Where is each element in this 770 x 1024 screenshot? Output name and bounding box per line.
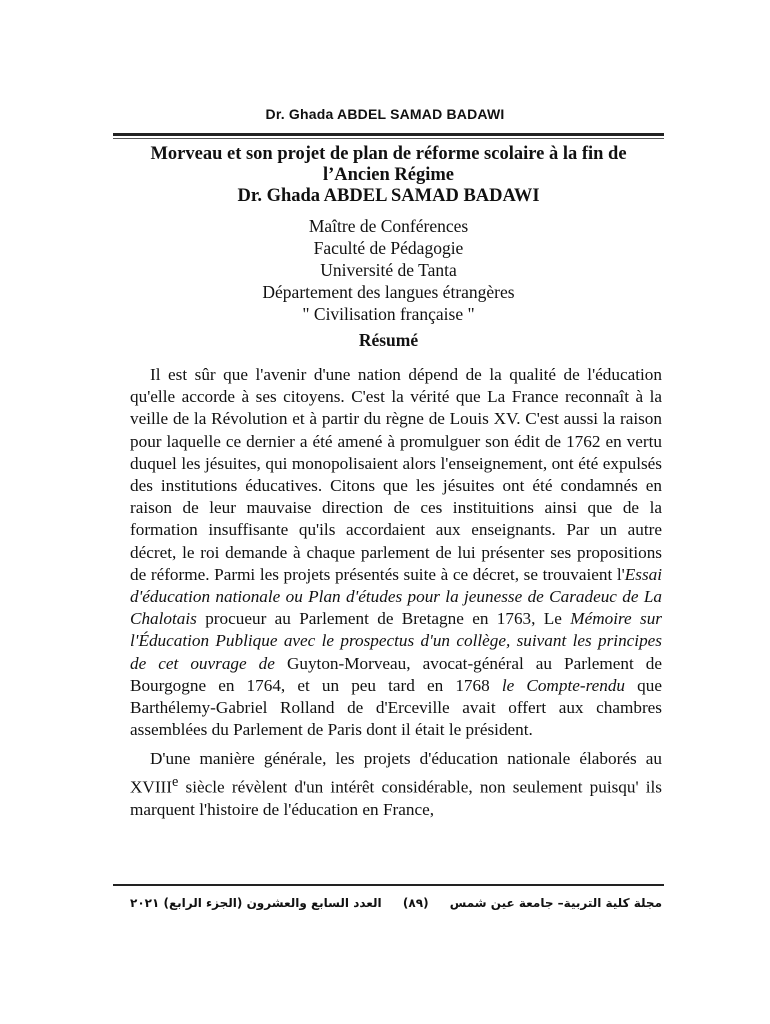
p1-text-4: que Barthélemy-Gabriel Rolland de d'Erceville avait offert aux chambres assemblées du Parlement de Paris dont il était le président. bbox=[130, 675, 662, 740]
footer-page-number: (٨٩) bbox=[402, 896, 429, 910]
paragraph-2 bbox=[130, 748, 662, 820]
title-line-1: Morveau et son projet de plan de réforme scolaire à la fin de bbox=[150, 144, 627, 164]
p2-text-1: D'une manière générale, les projets d'éducation nationale élaborés au XVIII bbox=[130, 749, 662, 797]
paragraph-1 bbox=[130, 364, 662, 741]
affiliation-department: Département des langues étrangères bbox=[262, 282, 515, 302]
p1-text-1: Il est sûr que l'avenir d'une nation dépend de la qualité de l'éducation qu'elle accorde à ses citoyens. C'est la vérité que La France reconnaît à la veille de la Révolution et à partir du règne de Louis XV. C'est aussi la raison pour laquelle ce dernier a été amené à promulguer son édit de 1762 en vertu duquel les jésuites, qui monopolisaient alors l'enseignement, ont été expulsés des institutions éducatives. Citons que les jésuites ont été condamnés en raison de leur mauvaise direction de ces instituitions ainsi que de la formation insuffisante qu'ils accordaient aux enseignants. Par un autre décret, le roi demande à chaque parlement de lui présenter ses propositions de réforme. Parmi les projets présentés suite à ce décret, se trouvaient l' bbox=[130, 365, 662, 584]
footer-journal: مجلة كلية التربية– جامعة عين شمس bbox=[449, 896, 662, 910]
resume-heading: Résumé bbox=[358, 330, 419, 350]
p1-italic-1: Essai d'éducation nationale ou Plan d'études pour la jeunesse de Caradeuc de La Chalotais bbox=[130, 564, 662, 629]
header-rule-thin bbox=[113, 138, 664, 139]
p1-italic-2: Mémoire sur l'Éducation Publique avec le prospectus d'un collège, suivant les principes de cet ouvrage de bbox=[130, 609, 662, 673]
p2-superscript: e bbox=[172, 773, 179, 790]
article-title bbox=[113, 144, 664, 207]
p2-text-2: siècle révèlent d'un intérêt considérable, non seulement puisqu' ils marquent l'histoire de l'éducation en France, bbox=[130, 777, 662, 819]
running-head: Dr. Ghada ABDEL SAMAD BADAWI bbox=[265, 106, 505, 122]
affiliation-faculty: Faculté de Pédagogie bbox=[313, 238, 464, 258]
footer-issue: العدد السابع والعشرون (الجزء الرابع) ٢٠٢١ bbox=[130, 896, 382, 910]
title-line-2: l’Ancien Régime bbox=[322, 165, 454, 185]
affiliation-specialty: " Civilisation française " bbox=[302, 304, 475, 324]
abstract-body bbox=[130, 364, 662, 821]
p1-italic-3: le Compte-rendu bbox=[501, 675, 626, 695]
affiliation bbox=[113, 215, 664, 325]
footer-rule bbox=[113, 884, 664, 886]
author-name: Dr. Ghada ABDEL SAMAD BADAWI bbox=[237, 186, 540, 206]
page-footer bbox=[130, 896, 662, 910]
p1-text-3: Guyton-Morveau, avocat-général au Parlement de Bourgogne en 1764, et un peu tard en 1768 bbox=[130, 653, 662, 695]
affiliation-rank: Maître de Conférences bbox=[308, 216, 469, 236]
header-rule bbox=[113, 133, 664, 136]
p1-text-2: procueur au Parlement de Bretagne en 1763, Le bbox=[196, 609, 571, 629]
affiliation-university: Université de Tanta bbox=[320, 260, 457, 280]
